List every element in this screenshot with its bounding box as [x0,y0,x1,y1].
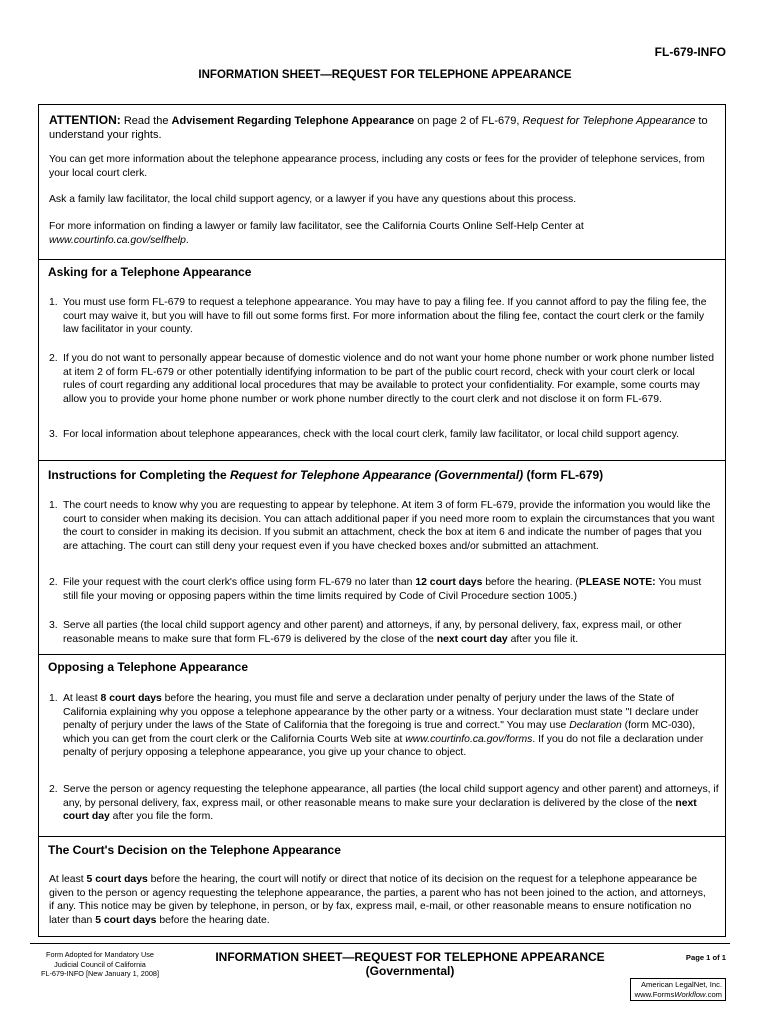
item-text: Serve the person or agency requesting the telephone appearance, all parties (the local child support agency and other parent) and attorneys, if any, by personal delivery, fax, express mail, or other reasonable means to make sure your declaration is delivered by the close of the [63,784,719,809]
item-number: 3. [49,620,58,631]
attention-paragraph [49,113,713,142]
asking-heading: Asking for a Telephone Appearance [48,265,252,279]
publisher-badge [630,978,726,1001]
item-number: 3. [49,429,58,440]
selfhelp-text: . [185,234,189,246]
asking-item-2 [49,352,719,406]
footer-adoption [30,950,170,979]
item-text: after you file the form. [109,811,214,823]
page-title: INFORMATION SHEET—REQUEST FOR TELEPHONE APPEARANCE [198,69,572,81]
item-emphasis: next court day [436,633,508,645]
decision-heading: The Court's Decision on the Telephone Appearance [48,843,341,857]
attention-form-title: Request for Telephone Appearance [522,115,696,127]
attention-text: Read the [123,115,172,127]
item-text: . If you do not file a declaration under penalty of perjury opposing a telephone appearance, you give up your chance to object. [63,733,704,759]
attention-advisement: Advisement Regarding Telephone Appearance [171,115,415,127]
footer-title [190,950,630,978]
form-body [38,104,726,937]
item-text: (form MC-030), which you can get from the court clerk or the California Courts Web site at [63,720,696,745]
attention-selfhelp-paragraph [49,220,713,247]
attention-text: to understand your rights. [49,115,708,141]
selfhelp-link[interactable]: www.courtinfo.ca.gov/selfhelp [49,234,186,246]
decision-text: At least [49,874,87,885]
decision-section [39,836,725,937]
item-text: For local information about telephone appearances, check with the local court clerk, family law facilitator, or local child support agency. [63,429,680,440]
item-text: The court needs to know why you are requesting to appear by telephone. At item 3 of form FL-679, provide the information you would like the court to consider when making its decision. You can attach additional paper if you need more room to explain the circumstances that you want the court to consider in making its decision. If you submit an attachment, check the box at item 6 and indicate the number of pages that you are attaching. The court can still deny your request even if you have checked boxes and/or submitted an attachment. [63,500,715,552]
item-emphasis: next court day [63,797,697,823]
form-id: FL-679-INFO [654,45,726,59]
publisher-url-part: .com [705,989,722,999]
item-text: At least [63,693,101,704]
decision-emphasis: 5 court days [86,874,148,885]
instructions-heading-text: (form FL-679) [523,468,604,482]
instructions-item-1 [49,499,719,553]
attention-costs-paragraph: You can get more information about the telephone appearance process, including any costs or fees for the provider of telephone services, from your local court clerk. [49,154,705,179]
instructions-item-2 [49,576,719,603]
item-form-title: Declaration [569,720,622,732]
item-text: If you do not want to personally appear because of domestic violence and do not want your home phone number or work phone number listed at item 2 of form FL-679 or other potentially identifying information to be part of the public court record, check with your court clerk or local rules of court regarding any additional local procedures that may be available to protect your confidentiality. For example, some courts may allow you to provide your home phone number or work phone number directly to the court clerk and not disclose it on form FL-679. [63,353,714,405]
decision-text: before the hearing, the court will notify or direct that notice of its decision on the request for a telephone appearance be given to the person or agency requesting the telephone appearance, the parties, a parent who has not been joined to the action, and attorneys, if any. This notice may be given by telephone, in person, or by fax, express mail, e-mail, or other reasonable means to ensure notification no later than [49,874,706,926]
item-number: 2. [49,353,58,364]
footer-title-line: INFORMATION SHEET—REQUEST FOR TELEPHONE APPEARANCE [215,950,605,964]
publisher-name: American LegalNet, Inc. [640,980,722,989]
item-number: 2. [49,784,58,795]
instructions-section [39,460,725,655]
opposing-item-2 [49,783,719,824]
decision-text: before the hearing date. [156,914,270,926]
publisher-url-part: www.Forms [634,989,675,999]
instructions-heading-form-title: Request for Telephone Appearance (Governmental) [230,468,524,482]
instructions-item-3 [49,619,719,646]
item-text: before the hearing, you must file and serve a declaration under penalty of perjury under the laws of the State of California explaining why you oppose a telephone appearance by the other party or a witness. Your declaration must state "I declare under penalty of perjury under the laws of the State of California that the foregoing is true and correct." You may use [63,693,699,732]
footer-revision-line: FL-679-INFO [New January 1, 2008] [40,969,160,979]
item-number: 1. [49,500,58,511]
attention-section [39,105,725,260]
attention-text: on page 2 of FL-679, [414,115,523,127]
item-text: You must use form FL-679 to request a telephone appearance. You may have to pay a filing fee. If you cannot afford to pay the filing fee, the court may waive it, but you will have to fill out some forms first. For more information about the filing fee, contact the court clerk or the family law facilitator in your county. [63,297,707,336]
instructions-heading [48,469,603,483]
item-emphasis: 8 court days [100,693,162,704]
selfhelp-text: For more information on finding a lawyer or family law facilitator, see the California Courts Online Self-Help Center at [49,221,584,232]
item-number: 2. [49,577,58,588]
asking-item-1 [49,296,719,337]
item-text: File your request with the court clerk's office using form FL-679 no later than [63,577,416,588]
opposing-heading: Opposing a Telephone Appearance [48,660,249,674]
footer-council-line: Judicial Council of California [54,959,146,969]
item-text: Serve all parties (the local child support agency and other parent) and attorneys, if any, by personal delivery, fax, express mail, or other reasonable means to make sure that form FL-679 is delivered by the close of the [63,620,682,645]
publisher-url[interactable] [634,990,722,1000]
attention-label: ATTENTION: [49,113,121,127]
footer-adopted-line: Form Adopted for Mandatory Use [46,950,154,959]
asking-item-3 [49,428,719,442]
forms-link[interactable]: www.courtinfo.ca.gov/forms [405,733,533,745]
instructions-heading-text: Instructions for Completing the [48,468,230,482]
opposing-item-1 [49,692,719,760]
item-emphasis: 12 court days [415,577,483,588]
item-emphasis: PLEASE NOTE: [578,577,656,588]
item-text: after you file it. [507,633,579,645]
item-number: 1. [49,693,58,704]
item-text: You must still file your moving or opposing papers within the time limits required by Code of Civil Procedure section 1005.) [63,577,702,602]
decision-emphasis: 5 court days [95,914,157,926]
publisher-url-part: Workflow [674,989,706,999]
item-number: 1. [49,297,58,308]
opposing-section [39,654,725,836]
attention-questions-paragraph: Ask a family law facilitator, the local child support agency, or a lawyer if you have any questions about this process. [49,194,577,205]
footer-subtitle-line: (Governmental) [365,964,455,978]
item-text: before the hearing. ( [482,577,579,588]
decision-paragraph [49,873,713,927]
footer-divider [30,943,730,944]
page-number: Page 1 of 1 [685,953,726,962]
